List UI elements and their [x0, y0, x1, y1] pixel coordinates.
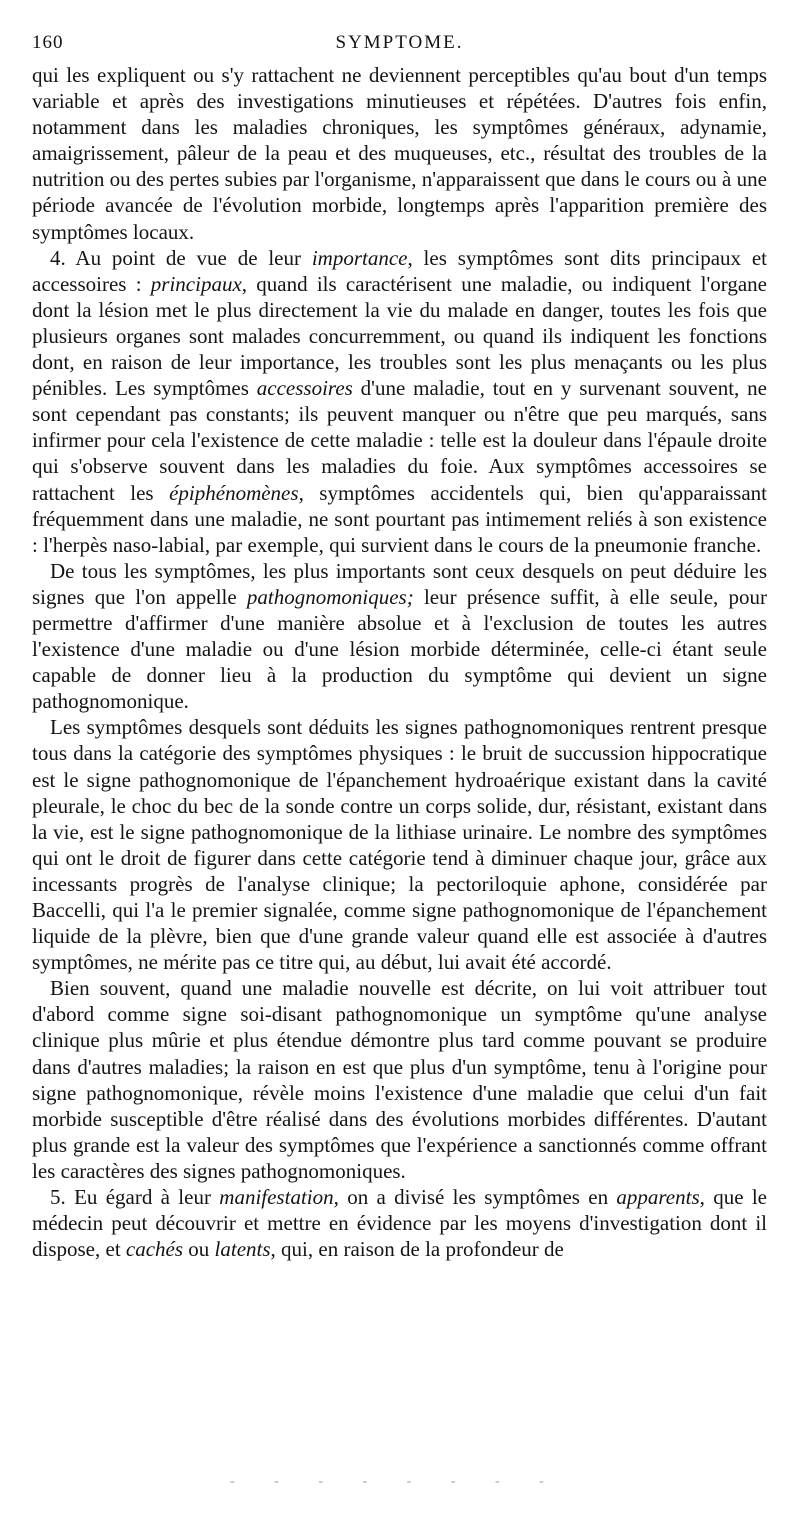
text-run: Les symptômes desquels sont déduits les signes pathognomoniques rentrent presque tous dans la catégorie des symptômes physiques : le bruit de succussion hippocratique est le signe pathognomonique de l'épanchement hydroaérique existant dans la cavité pleurale, le choc du bec de la sonde contre un corps solide, dur, résistant, existant dans la vie, est le signe pathognomonique de la lithiase urinaire. Le nombre des symptômes qui ont le droit de figurer dans cette catégorie tend à diminuer chaque jour, grâce aux incessants progrès de l'analyse clinique; la pectoriloquie aphone, considérée par Baccelli, qui l'a le premier signalée, comme signe pathognomonique de l'épanchement liquide de la plèvre, bien que d'une grande valeur quand elle est associée à d'autres symptômes, ne mérite pas ce titre qui, au début, lui avait été accordé.	[32, 715, 767, 975]
text-run: , on a divisé les symptômes en	[333, 1185, 617, 1210]
text-run: 4. Au point de vue de leur	[50, 245, 312, 270]
italic-term: accessoires	[256, 376, 353, 401]
paragraph	[32, 62, 767, 245]
italic-term: importance	[311, 245, 408, 270]
paragraph	[32, 975, 767, 1184]
bottom-print-marks: - - - - - - - -	[230, 1474, 562, 1489]
body-text	[32, 62, 767, 1262]
italic-term: pathognomoniques;	[246, 584, 414, 609]
text-run: qui les expliquent ou s'y rattachent ne deviennent perceptibles qu'au bout d'un temps variable et après des investigations minutieuses et répétées. D'autres fois enfin, notamment dans les maladies chroniques, les symptômes généraux, adynamie, amaigrissement, pâleur de la peau et des muqueuses, etc., résultat des troubles de la nutrition ou des pertes subies par l'organisme, n'apparaissent que dans le cours ou à une période avancée de l'évolution morbide, longtemps après l'apparition première des symptômes locaux.	[32, 63, 767, 244]
italic-term: cachés	[125, 1237, 184, 1262]
text-run: De tous les symptômes, les plus importants sont ceux desquels on peut déduire les signes que l'on appelle	[32, 558, 767, 609]
paragraph	[32, 245, 767, 558]
text-run: ou	[183, 1237, 215, 1262]
italic-term: latents	[214, 1237, 271, 1262]
text-run: , que le médecin peut découvrir et mettre en évidence par les moyens d'investigation dont il dispose, et	[32, 1185, 768, 1262]
italic-term: épiphénomènes	[169, 480, 299, 505]
text-run: , quand ils caractérisent une maladie, ou indiquent l'organe dont la lésion met le plus directement la vie du malade en danger, toutes les fois que plusieurs organes sont malades concurremment, ou quand ils indiquent les fonctions dont, en raison de leur importance, les troubles sont les plus menaçants ou les plus pénibles. Les symptômes	[32, 271, 767, 401]
text-run: , qui, en raison de la profondeur de	[270, 1237, 564, 1262]
paragraph	[32, 714, 767, 975]
paragraph	[32, 558, 767, 715]
text-run: , symptômes accidentels qui, bien qu'apparaissant fréquemment dans une maladie, ne sont pourtant pas intimement reliés à son existence : l'herpès naso-labial, par exemple, qui survient dans le cours de la pneumonie franche.	[32, 480, 768, 557]
page-header	[32, 26, 767, 62]
text-run: d'une maladie, tout en y survenant souvent, ne sont cependant pas constants; ils peuvent manquer ou n'être que peu marqués, sans infirmer pour cela l'existence de cette maladie : telle est la douleur dans l'épaule droite qui s'observe souvent dans les maladies du foie. Aux symptômes accessoires se rattachent les	[32, 376, 767, 505]
italic-term: manifestation	[219, 1185, 334, 1210]
page-number: 160	[32, 32, 64, 53]
text-run: , les symptômes sont dits principaux et accessoires :	[32, 245, 767, 296]
text-run: Bien souvent, quand une maladie nouvelle est décrite, on lui voit attribuer tout d'abord comme signe soi-disant pathognomonique un symptôme qu'une analyse clinique plus mûrie et plus étendue démontre plus tard comme pouvant se produire dans d'autres maladies; la raison en est que plus d'un symptôme, tenu à l'origine pour signe pathognomonique, révèle moins l'existence d'une maladie que celui d'un fait morbide susceptible d'être réalisé dans des évolutions morbides différentes. D'autant plus grande est la valeur des symptômes que l'expérience a sanctionnés comme offrant les caractères des signes pathognomoniques.	[32, 976, 767, 1183]
text-run: 5. Eu égard à leur	[50, 1185, 220, 1210]
text-run: leur présence suffit, à elle seule, pour permettre d'affirmer d'une manière absolue et à l'exclusion de toutes les autres l'existence d'une maladie ou d'une lésion morbide déterminée, celle-ci étant seule capable de donner lieu à la production du symptôme qui devient un signe pathognomonique.	[32, 584, 767, 714]
paragraph	[32, 1184, 767, 1262]
italic-term: apparents	[616, 1185, 700, 1210]
italic-term: principaux	[150, 271, 242, 296]
book-page	[32, 26, 767, 1262]
running-title: SYMPTOME.	[335, 32, 464, 53]
